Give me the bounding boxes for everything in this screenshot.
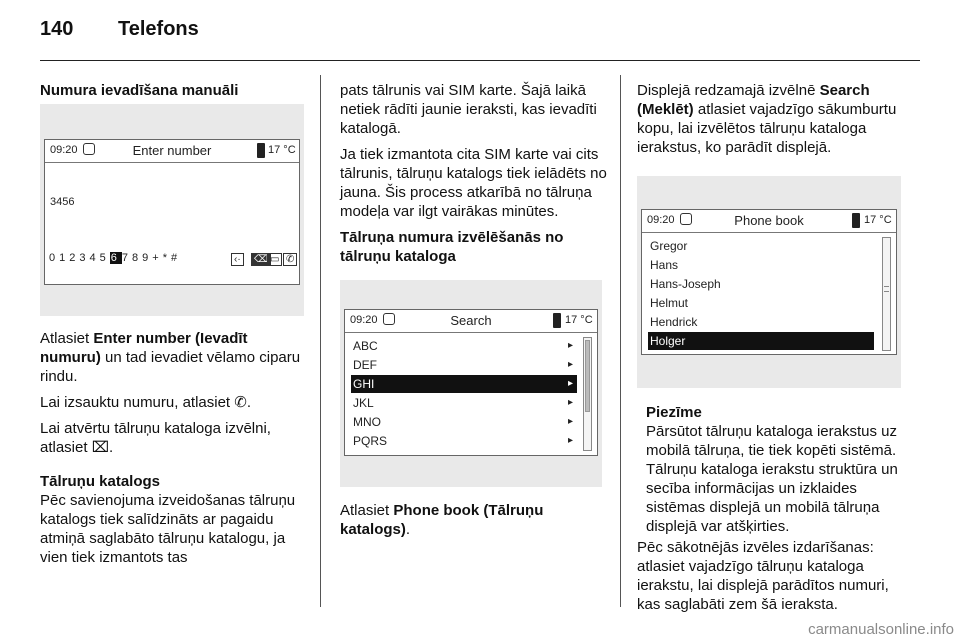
list-item[interactable] [351, 356, 577, 374]
contacts-icon[interactable]: ▭ [267, 253, 282, 266]
list-item[interactable] [648, 294, 874, 312]
list-item-label: PQRS [353, 434, 388, 448]
header-rule [40, 60, 920, 61]
note-box [646, 403, 912, 536]
digit-key[interactable]: 2 [69, 252, 80, 264]
paragraph: Pēc savienojuma izveidošanas tālruņu katalogs tiek salīdzināts ar pagaidu atmiņā saglabāto tālruņu katalogu, ja vien tiek izmantots tas [40, 492, 296, 566]
entered-number: 3456 [50, 196, 75, 208]
phonebook-screen [641, 209, 897, 355]
paragraph: Atlasiet Enter number (Ievadīt numuru) un tad ievadiet vēlamo ciparu rindu. [40, 330, 301, 385]
list-item[interactable] [351, 413, 577, 431]
col2-text-top [340, 81, 608, 266]
digit-key[interactable]: 0 [49, 252, 60, 264]
time: 09:20 [50, 144, 78, 156]
list-item-label: Hans-Joseph [650, 277, 721, 291]
paragraph: Ja tiek izmantota cita SIM karte vai cits tālrunis, tālruņu katalogs tiek ielādēts no jauna. Šis process atkarībā no tālruņa modeļa var ilgt vairākas minūtes. [340, 146, 607, 220]
paragraph: Lai atvērtu tālruņu kataloga izvēlni, atlasiet ⌧. [40, 420, 271, 456]
digit-key[interactable]: 4 [89, 252, 100, 264]
status-bar [45, 140, 299, 163]
screen-title: Search [450, 313, 492, 328]
list-item-label: ABC [353, 339, 378, 353]
digit-key[interactable]: 7 [121, 252, 132, 264]
chevron-right-icon: ▸ [567, 378, 573, 389]
note-title: Piezīme [646, 404, 702, 421]
backspace-icon[interactable]: ‹· [231, 253, 244, 266]
digit-row [49, 252, 181, 264]
digit-key[interactable]: 8 [132, 252, 143, 264]
screen-title: Phone book [734, 213, 804, 228]
paragraph: Lai izsauktu numuru, atlasiet ✆. [40, 394, 252, 411]
chevron-right-icon: ▸ [567, 397, 573, 408]
paragraph: Atlasiet Phone book (Tālruņu katalogs). [340, 502, 544, 538]
list-item-label: Hendrick [650, 315, 698, 329]
list-item[interactable] [648, 237, 874, 255]
digit-key[interactable]: 3 [79, 252, 90, 264]
list-item-label: Holger [650, 334, 686, 348]
list-item[interactable] [351, 394, 577, 412]
chevron-right-icon: ▸ [567, 359, 573, 370]
paragraph: pats tālrunis vai SIM karte. Šajā laikā netiek rādīti jaunie ieraksti, kas ievadīti katalogā. [340, 82, 597, 137]
digit-key[interactable]: 5 [99, 252, 110, 264]
list-item[interactable] [351, 337, 577, 355]
time: 09:20 [647, 214, 675, 226]
watermark: carmanualsonline.info [808, 621, 954, 638]
list-item[interactable] [648, 256, 874, 274]
list-item-label: Gregor [650, 239, 688, 253]
screen-title: Enter number [132, 143, 212, 158]
section-heading-phonebook: Tālruņu katalogs [40, 473, 161, 490]
digit-key[interactable]: 9 [142, 252, 153, 264]
list-item-label: MNO [353, 415, 381, 429]
list-item-label: Helmut [650, 296, 689, 310]
phone-icon [852, 213, 860, 228]
paragraph: Displejā redzamajā izvēlnē Search (Meklēt) atlasiet vajadzīgo sākumburtu kopu, lai izvēlētos tālruņu kataloga ierakstus, ko parādīt displejā. [637, 82, 897, 156]
list-item-label: JKL [353, 396, 374, 410]
list-item[interactable] [351, 432, 577, 450]
chevron-right-icon: ▸ [567, 340, 573, 351]
digit-key[interactable]: 6 [110, 252, 121, 264]
paragraph: Pēc sākotnējās izvēles izdarīšanas: atlasiet vajadzīgo tālruņu kataloga ierakstu, lai displejā parādītos numuri, kas saglabāti zem šā ieraksta. [637, 539, 889, 613]
temperature: 17 °C [565, 314, 593, 326]
search-screen [344, 309, 598, 456]
column-divider-1 [320, 75, 321, 607]
status-bar [345, 310, 597, 333]
call-icon[interactable]: ✆ [283, 253, 297, 266]
enter-number-panel [40, 104, 304, 316]
list-item[interactable] [648, 275, 874, 293]
digit-key[interactable]: + [152, 252, 163, 264]
scrollbar-thumb-grip[interactable] [884, 286, 889, 292]
col2-text-bottom [340, 501, 608, 546]
list-item[interactable] [648, 313, 874, 331]
chevron-right-icon: ▸ [567, 416, 573, 427]
list-item-label: Hans [650, 258, 679, 272]
page-number: 140 [40, 18, 74, 40]
phonebook-icon[interactable]: ⌫ [251, 253, 271, 266]
list-item-label: GHI [353, 377, 375, 391]
list-item[interactable] [648, 332, 874, 350]
col1-text [40, 329, 302, 574]
chapter-title: Telefons [118, 18, 199, 40]
digit-key[interactable]: # [170, 252, 182, 264]
col3-text-bottom [637, 538, 913, 621]
time: 09:20 [350, 314, 378, 326]
col3-text-top [637, 81, 907, 164]
scrollbar[interactable] [583, 337, 592, 451]
phonebook-panel [637, 176, 901, 388]
temperature: 17 °C [864, 214, 892, 226]
digit-key[interactable]: 1 [59, 252, 70, 264]
chevron-right-icon: ▸ [567, 435, 573, 446]
digit-key[interactable]: * [162, 252, 171, 264]
section-heading-manual-entry: Numura ievadīšana manuāli [40, 82, 239, 99]
phone-icon [257, 143, 265, 158]
section-heading-select-number: Tālruņa numura izvēlēšanās no tālruņu kataloga [340, 229, 564, 265]
list-item[interactable] [351, 375, 577, 393]
scrollbar[interactable] [882, 237, 891, 351]
column-divider-2 [620, 75, 621, 607]
list-item-label: DEF [353, 358, 377, 372]
enter-number-screen [44, 139, 300, 285]
scrollbar-thumb[interactable] [585, 340, 590, 412]
phone-icon [553, 313, 561, 328]
temperature: 17 °C [268, 144, 296, 156]
note-body: Pārsūtot tālruņu kataloga ierakstus uz mobilā tālruņa, tie tiek kopēti sistēmā. Tālruņu kataloga ierakstu struktūra un secība informācijas un izklaides sistēmas displejā un mobilā tālruņa displejā var atšķirties. [646, 423, 898, 535]
status-bar [642, 210, 896, 233]
search-panel [340, 280, 602, 487]
